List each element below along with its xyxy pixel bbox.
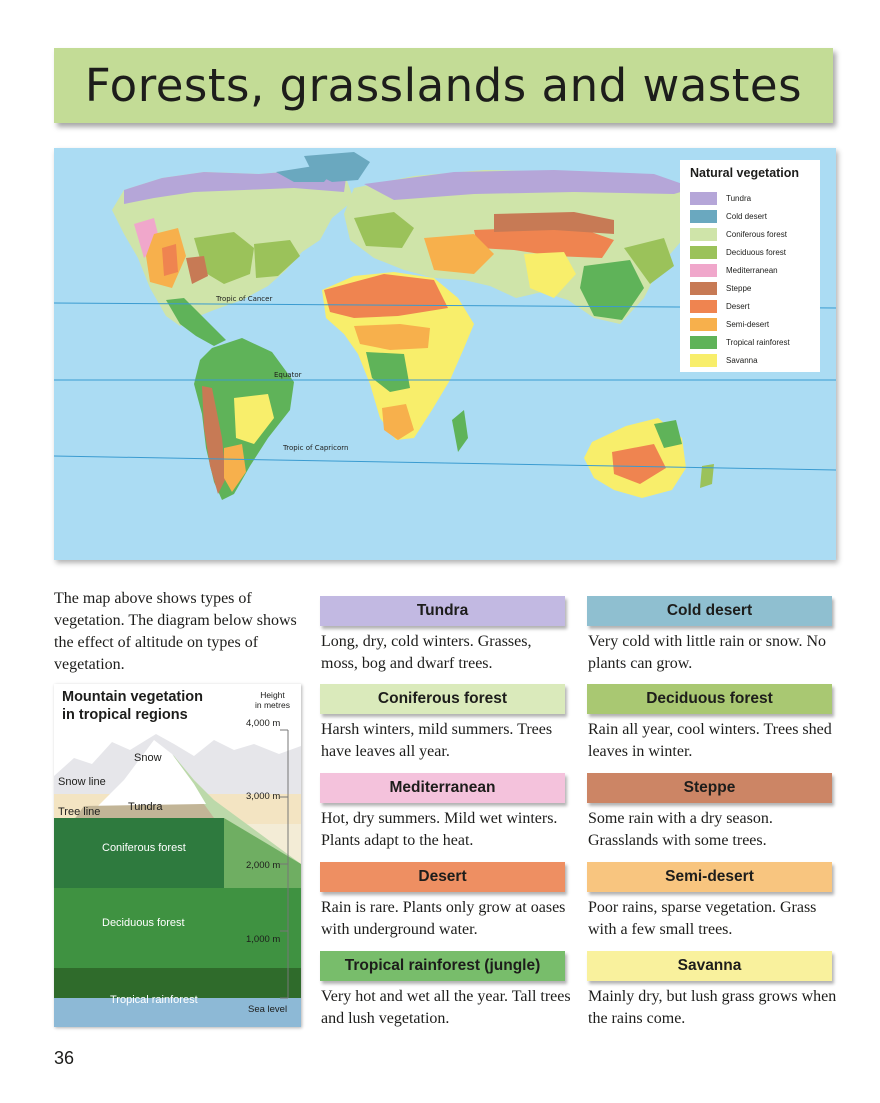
card-description-savanna: Mainly dry, but lush grass grows when the rains come. xyxy=(588,988,837,1027)
legend-item-desert xyxy=(690,300,750,313)
legend-item-semi-desert xyxy=(690,318,769,331)
card-header-semi-desert: Semi-desert xyxy=(587,862,832,892)
legend-label: Deciduous forest xyxy=(726,248,787,257)
card-description-semi-desert: Poor rains, sparse vegetation. Grass with a few small trees. xyxy=(588,899,817,938)
card-description-desert: Rain is rare. Plants only grow at oases with underground water. xyxy=(321,899,566,938)
zone-deciduous: Deciduous forest xyxy=(102,917,185,929)
north-america xyxy=(112,166,354,346)
tropic-of-capricorn-label: Tropic of Capricorn xyxy=(283,444,349,452)
legend-swatch xyxy=(690,228,717,241)
legend-label: Savanna xyxy=(726,356,758,365)
card-header-savanna: Savanna xyxy=(587,951,832,981)
legend-swatch xyxy=(690,336,717,349)
australia xyxy=(584,418,686,498)
tropic-of-capricorn-line xyxy=(54,456,836,470)
legend-item-steppe xyxy=(690,282,751,295)
legend-title: Natural vegetation xyxy=(690,166,800,180)
mountain-diagram xyxy=(54,684,301,1027)
tick-2000: 2,000 m xyxy=(246,860,281,871)
south-america xyxy=(194,338,294,500)
legend-swatch xyxy=(690,282,717,295)
legend-swatch xyxy=(690,318,717,331)
card-description-cold-desert: Very cold with little rain or snow. No plants can grow. xyxy=(588,633,827,672)
legend-swatch xyxy=(690,246,717,259)
africa xyxy=(322,272,474,452)
legend-item-savanna xyxy=(690,354,758,367)
mountain-illustration xyxy=(54,684,301,1027)
legend-label: Tundra xyxy=(726,194,752,203)
legend-swatch xyxy=(690,210,717,223)
card-description-tundra: Long, dry, cold winters. Grasses, moss, bog and dwarf trees. xyxy=(321,633,532,672)
tick-4000: 4,000 m xyxy=(246,718,281,729)
card-description-steppe: Some rain with a dry season. Grasslands with some trees. xyxy=(588,810,773,849)
zone-tundra: Tundra xyxy=(128,801,163,813)
legend-label: Cold desert xyxy=(726,212,767,221)
diagram-title: Mountain vegetation in tropical regions xyxy=(62,689,203,723)
title-banner xyxy=(54,48,833,123)
legend-item-tropical-rainforest xyxy=(690,336,790,349)
card-description-deciduous-forest: Rain all year, cool winters. Trees shed leaves in winter. xyxy=(588,721,832,760)
legend-label: Tropical rainforest xyxy=(726,338,790,347)
legend-item-tundra xyxy=(690,192,751,205)
zone-tree-line: Tree line xyxy=(58,806,101,818)
vegetation-map xyxy=(54,148,836,560)
card-description-mediterranean: Hot, dry summers. Mild wet winters. Plants adapt to the heat. xyxy=(321,810,558,849)
page-number: 36 xyxy=(54,1048,75,1068)
legend-item-cold-desert xyxy=(690,210,767,223)
card-header-mediterranean: Mediterranean xyxy=(320,773,565,803)
card-header-cold-desert: Cold desert xyxy=(587,596,832,626)
legend-swatch xyxy=(690,264,717,277)
zone-coniferous: Coniferous forest xyxy=(102,842,186,854)
card-description-tropical-rainforest-jungle: Very hot and wet all the year. Tall trees and lush vegetation. xyxy=(321,988,571,1027)
card-header-desert: Desert xyxy=(320,862,565,892)
equator-label: Equator xyxy=(274,371,302,379)
legend-swatch xyxy=(690,192,717,205)
card-header-deciduous-forest: Deciduous forest xyxy=(587,684,832,714)
card-header-steppe: Steppe xyxy=(587,773,832,803)
legend-item-mediterranean xyxy=(690,264,778,277)
height-axis-label: Height in metres xyxy=(255,690,290,710)
tick-sea-level: Sea level xyxy=(248,1004,288,1015)
legend-label: Steppe xyxy=(726,284,752,293)
legend-item-coniferous-forest xyxy=(690,228,787,241)
zone-rainforest: Tropical rainforest xyxy=(110,994,198,1006)
legend-label: Mediterranean xyxy=(726,266,778,275)
legend-label: Semi-desert xyxy=(726,320,770,329)
legend-label: Desert xyxy=(726,302,750,311)
map-legend xyxy=(680,160,820,372)
card-description-coniferous-forest: Harsh winters, mild summers. Trees have leaves all year. xyxy=(321,721,553,760)
legend-item-deciduous-forest xyxy=(690,246,786,259)
tick-1000: 1,000 m xyxy=(246,934,281,945)
tropic-of-cancer-label: Tropic of Cancer xyxy=(216,295,273,303)
legend-label: Coniferous forest xyxy=(726,230,787,239)
legend-swatch xyxy=(690,300,717,313)
tick-3000: 3,000 m xyxy=(246,791,281,802)
page-title: Forests, grasslands and wastes xyxy=(84,59,803,112)
intro-paragraph: The map above shows types of vegetation. The diagram below shows the effect of altitude on types of vegetation. xyxy=(54,590,297,673)
card-header-tropical-rainforest-jungle: Tropical rainforest (jungle) xyxy=(320,951,565,981)
legend-swatch xyxy=(690,354,717,367)
zone-snow: Snow xyxy=(134,752,162,764)
card-header-coniferous-forest: Coniferous forest xyxy=(320,684,565,714)
card-header-tundra: Tundra xyxy=(320,596,565,626)
zone-snow-line: Snow line xyxy=(58,776,106,788)
